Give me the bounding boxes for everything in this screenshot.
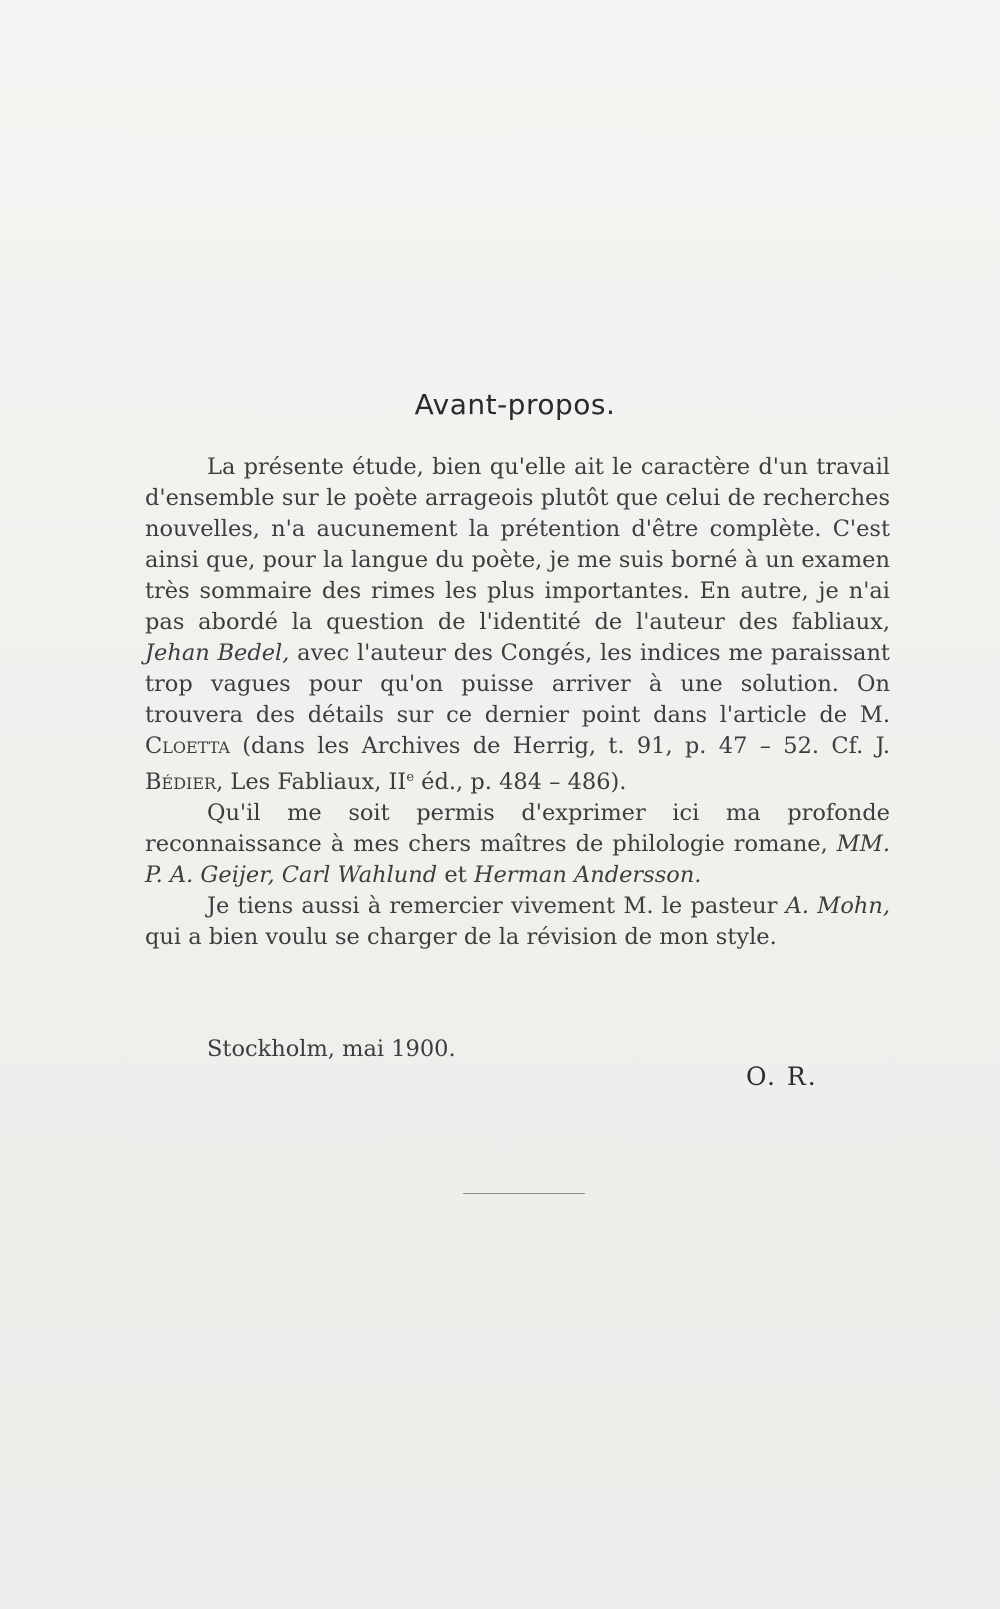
text-run: Qu'il me soit permis d'exprimer ici ma profonde reconnaissance à mes chers maîtres de philologie romane, xyxy=(145,800,890,857)
page-title: Avant-propos. xyxy=(414,388,616,421)
author-name: Jehan Bedel, xyxy=(145,640,290,666)
text-run: avec l'auteur des Congés, les indices me paraissant trop vagues pour qu'on puisse arriver à une solution. On trouvera des détails sur ce dernier point dans l'article de M. xyxy=(145,640,890,728)
text-run: (dans les Archives de Herrig, t. 91, p. 47 – 52. Cf. J. xyxy=(229,733,890,759)
superscript: e xyxy=(406,770,415,785)
teacher-names: MM. P. A. Geijer, Carl Wahlund xyxy=(145,831,890,888)
text-run: qui a bien voulu se charger de la révision de mon style. xyxy=(145,924,777,950)
paragraph-2 xyxy=(145,798,890,891)
paragraph-1 xyxy=(145,452,890,798)
cited-author: Cloetta xyxy=(145,733,230,759)
body-text xyxy=(145,452,890,953)
paragraph-3 xyxy=(145,891,890,953)
text-run: Je tiens aussi à remercier vivement M. le pasteur xyxy=(207,893,786,919)
signature-initials: O. R. xyxy=(746,1062,818,1091)
text-run: éd., p. 484 – 486). xyxy=(414,769,627,795)
text-run: et xyxy=(437,862,474,888)
text-run: La présente étude, bien qu'elle ait le caractère d'un travail d'ensemble sur le poète arrageois plutôt que celui de recherches nouvelles, n'a aucunement la prétention d'être complète. C'est ainsi que, pour la langue du poète, je me suis borné à un examen très sommaire des rimes les plus importantes. En autre, je n'ai pas abordé la question de l'identité de l'auteur des fabliaux, xyxy=(145,454,890,635)
teacher-names: Herman Andersson. xyxy=(473,862,702,888)
divider-rule xyxy=(463,1193,585,1194)
cited-author: Bédier xyxy=(145,769,217,795)
place-date: Stockholm, mai 1900. xyxy=(207,1036,456,1062)
text-run: , Les Fabliaux, II xyxy=(216,769,407,795)
pastor-name: A. Mohn, xyxy=(785,893,890,919)
